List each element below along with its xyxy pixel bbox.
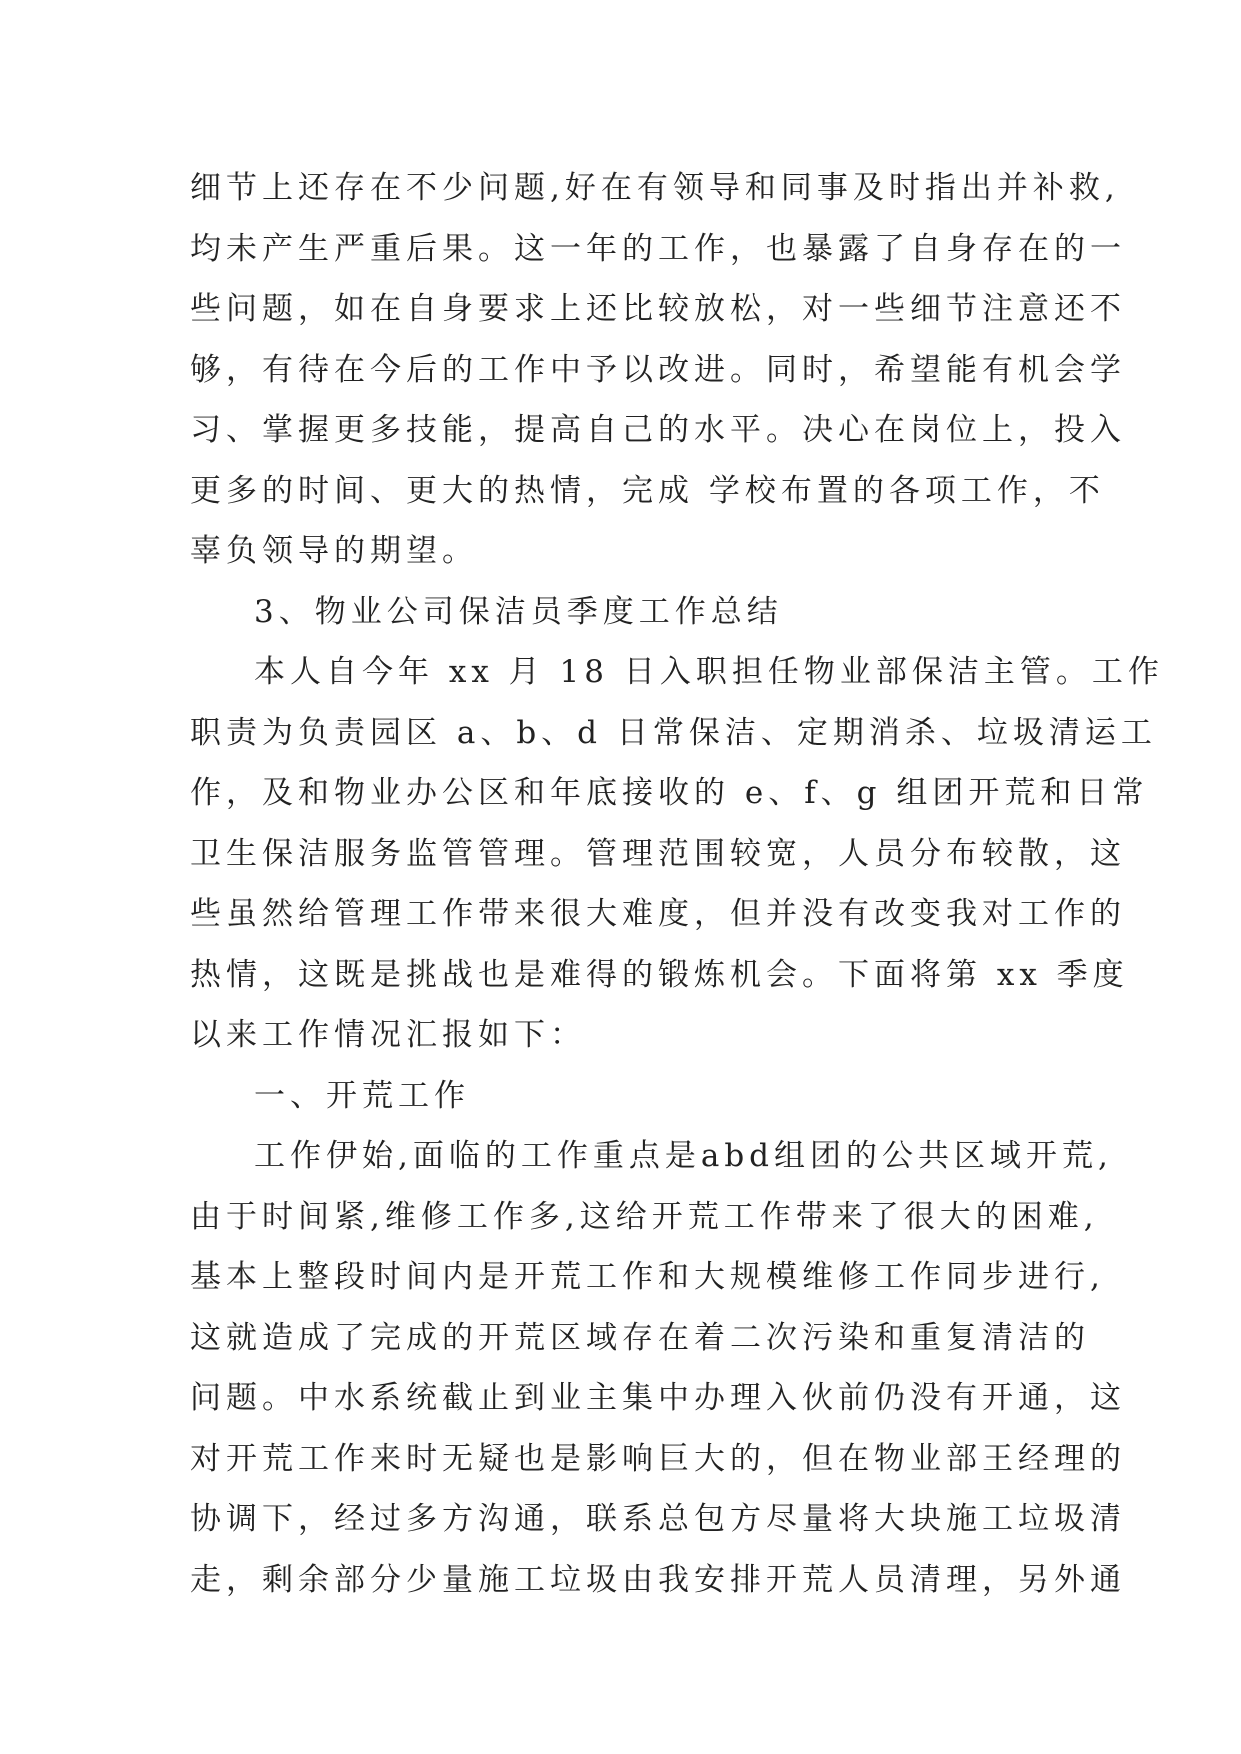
text-line: 辜负领导的期望。 <box>190 533 478 569</box>
text-line: 职责为负责园区 a、b、d 日常保洁、定期消杀、垃圾清运工 <box>190 714 1157 751</box>
text-line: 更多的时间、更大的热情，完成 学校布置的各项工作，不 <box>190 472 1105 509</box>
text-line: 些虽然给管理工作带来很大难度，但并没有改变我对工作的 <box>190 896 1126 932</box>
text-line: 协调下，经过多方沟通，联系总包方尽量将大块施工垃圾清 <box>190 1501 1126 1537</box>
paragraph-start-line: 工作伊始,面临的工作重点是abd组团的公共区域开荒, <box>254 1138 1113 1174</box>
text-line: 问题。中水系统截止到业主集中办理入伙前仍没有开通，这 <box>190 1380 1126 1416</box>
text-line: 热情，这既是挑战也是难得的锻炼机会。下面将第 xx 季度 <box>190 956 1129 993</box>
text-line: 卫生保洁服务监管管理。管理范围较宽，人员分布较散，这 <box>190 835 1126 872</box>
text-line: 均未产生严重后果。这一年的工作，也暴露了自身存在的一 <box>190 230 1126 267</box>
text-line: 作，及和物业办公区和年底接收的 e、f、g 组团开荒和日常 <box>190 775 1149 811</box>
text-line: 习、掌握更多技能，提高自己的水平。决心在岗位上，投入 <box>190 412 1126 448</box>
text-line: 对开荒工作来时无疑也是影响巨大的，但在物业部王经理的 <box>190 1440 1126 1477</box>
paragraph-start-line: 本人自今年 xx 月 18 日入职担任物业部保洁主管。工作 <box>254 654 1164 690</box>
text-line: 由于时间紧,维修工作多,这给开荒工作带来了很大的困难, <box>190 1198 1099 1235</box>
text-line: 细节上还存在不少问题,好在有领导和同事及时指出并补救, <box>190 170 1120 206</box>
body-text <box>190 158 1164 1610</box>
text-line: 够，有待在今后的工作中予以改进。同时，希望能有机会学 <box>190 351 1126 388</box>
text-line: 以来工作情况汇报如下： <box>190 1017 586 1053</box>
paragraph-start-line: 3、物业公司保洁员季度工作总结 <box>254 593 783 630</box>
text-line: 基本上整段时间内是开荒工作和大规模维修工作同步进行, <box>190 1259 1105 1295</box>
text-line: 走，剩余部分少量施工垃圾由我安排开荒人员清理，另外通 <box>190 1561 1126 1598</box>
text-line: 些问题，如在自身要求上还比较放松，对一些细节注意还不 <box>190 291 1126 327</box>
text-line: 这就造成了完成的开荒区域存在着二次污染和重复清洁的 <box>190 1319 1090 1356</box>
paragraph-start-line: 一、开荒工作 <box>254 1077 470 1114</box>
